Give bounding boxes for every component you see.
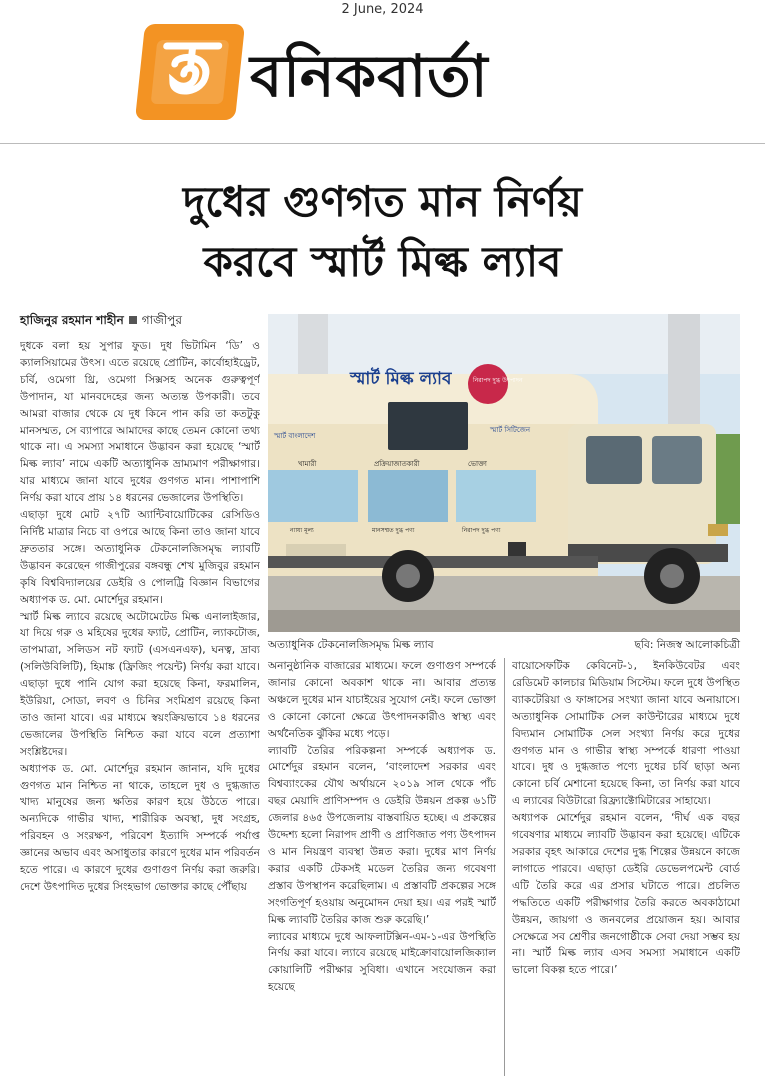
publication-date: 2 June, 2024	[341, 2, 424, 17]
headline-line-2: করবে স্মার্ট মিল্ক ল্যাব	[203, 237, 562, 286]
van-badge: নিরাপদ দুগ্ধ উৎপাদন	[473, 377, 523, 384]
paragraph: ল্যাবের মাধ্যমে দুধে আফলাটক্সিন-এম-১-এর উপস্থিতি নির্ণয় করা যাবে। ল্যাবে রয়েছে মাইক্রোবায়োলজিক্যাল কোয়ালিটি পরীক্ষার সুবিধা। এখানে সংযোজন করা হয়েছে	[268, 930, 496, 994]
newspaper-masthead	[140, 20, 630, 120]
paragraph: অনানুষ্ঠানিক বাজারের মাধ্যমে। ফলে গুণাগুণ সম্পর্কে জানার কোনো অবকাশ থাকে না। আবার প্রত্যন্ত অঞ্চলে দুধের মান যাচাইয়ের সুযোগ নেই। ফলে ভোক্তা ও কোনো কোনো ক্ষেত্রে উৎপাদনকারীও স্বাস্থ্য এবং অর্থনৈতিক ঝুঁকির মধ্যে পড়ে।	[268, 660, 496, 740]
paragraph: অধ্যাপক মোর্শেদুর রহমান বলেন, ‘দীর্ঘ এক বছর গবেষণার মাধ্যমে ল্যাবটি উদ্ভাবন করা হয়েছে। এটিকে সরকার বৃহৎ আকারে দেশের দুগ্ধ শিল্পের উন্নয়নে কাজে লাগাতে পারবে। এছাড়া ডেইরি ডেভেলপমেন্ট বোর্ড এটি তৈরি করে এর প্রসার ঘটাতে পারে। প্রচলিত পদ্ধতিতে একটি পরীক্ষাগার তৈরি করতে অবকাঠামো উন্নয়ন, জায়গা ও জনবলের প্রয়োজন হয়। আবার সেক্ষেত্রে সব শ্রেণীর জনগোষ্ঠীকে সেবা দেয়া সম্ভব হয় না। স্মার্ট মিল্ক ল্যাব এসব সমস্যা সমাধানে একটি ভালো বিকল্প হতে পারে।’	[512, 812, 740, 977]
paragraph: ল্যাবটি তৈরির পরিকল্পনা সম্পর্কে অধ্যাপক ড. মোর্শেদুর রহমান বলেন, ‘বাংলাদেশ সরকার এবং বিশ্বব্যাংকের যৌথ অর্থায়নে ২০১৯ সাল থেকে পাঁচ বছর মেয়াদি প্রাণিসম্পদ ও ডেইরি উন্নয়ন প্রকল্প ৬১টি জেলার ৪৬৫ উপজেলায় বাস্তবায়িত হচ্ছে। এ প্রকল্পের উদ্দেশ্য হলো নিরাপদ প্রাণী ও প্রাণিজাত পণ্য উৎপাদন ও মান নিয়ন্ত্রণ ব্যবস্থা উন্নত করা। দুধের মাণ নির্ণয় করার একটি টেকসই মডেল তৈরির জন্য গবেষণা প্রস্তাব উপস্থাপন করেছিলাম। এ প্রস্তাবটি প্রকল্পের সঙ্গে সংগতিপূর্ণ হওয়ায় অনুমোদন দেয়া হয়। এর পরই স্মার্ট মিল্ক ল্যাবটি তৈরির কাজ শুরু করেছি।’	[268, 744, 496, 926]
newspaper-logo-icon	[135, 24, 245, 120]
van-panel-caption: ন্যায্য মূল্য	[290, 527, 314, 534]
article-column-3	[512, 658, 740, 1078]
article-headline	[20, 172, 745, 292]
van-panel-label: খামারী	[298, 460, 317, 468]
paragraph: অধ্যাপক ড. মো. মোর্শেদুর রহমান জানান, যদি দুধের গুণগত মান নিশ্চিত না থাকে, তাহলে দুধ ও দুগ্ধজাত খাদ্য মানুষের জন্য ক্ষতির কারণ হয়ে উঠতে পারে। অন্যদিকে গাভীর খাদ্য, শারীরিক অবস্থা, দুধ সংগ্রহ, পরিবহন ও সংরক্ষণ, পরিবেশ ইত্যাদি সম্পর্কে পর্যাপ্ত জ্ঞানের অভাব এবং অসাধুতার কারণে দুধের মান পরিবর্তন হতে পারে। এ কারণে দুধের গুণাগুণ নির্ণয় করা জরুরি। দেশে উৎপাদিত দুধের সিংহভাগ ভোক্তার কাছে পৌঁছায়	[20, 762, 260, 893]
van-panel-caption: মানসম্মত দুগ্ধ পণ্য	[372, 527, 415, 534]
van-panel-label: ভোক্তা	[468, 460, 487, 468]
headline-line-1: দুধের গুণগত মান নির্ণয়	[183, 177, 582, 226]
news-clipping	[0, 143, 765, 1081]
article-column-2	[268, 658, 496, 1078]
van-right-logo: স্মার্ট সিটিজেন	[490, 426, 531, 434]
byline-author: হাজিনুর রহমান শাহীন	[20, 313, 124, 327]
newspaper-name: বনিকবার্তা	[250, 42, 489, 110]
van-title: স্মার্ট মিল্ক ল্যাব	[350, 369, 452, 389]
byline	[20, 312, 182, 332]
paragraph: দুধকে বলা হয় সুপার ফুড। দুধ ভিটামিন ‘ডি’ ও ক্যালসিয়ামের উৎস। এতে রয়েছে প্রোটিন, কার্বোহাইড্রেট, চর্বি, ওমেগা থ্রি, ওমেগা সিক্সসহ অনেক গুরুত্বপূর্ণ উপাদান, যা মানবদেহের জন্য অত্যন্ত উপকারী। তবে আমরা বাজার থেকে যে দুধ কিনে পান করি তা কতটুকু মানসম্মত, সে ব্যাপারে আমাদের কাছে তেমন কোনো তথ্য থাকে না। এ সমস্যা সমাধানে উদ্ভাবন করা হয়েছে ‘স্মার্ট মিল্ক ল্যাব’ নামে একটি অত্যাধুনিক ভ্রাম্যমাণ পরীক্ষাগার। যার মাধ্যমে জানা যাবে দুধের গুণগত মান। পাশাপাশি নির্ণয় করা যাবে প্রায় ১৪ ধরনের ভেজালের উপস্থিতি।	[20, 340, 260, 505]
byline-location: গাজীপুর	[141, 313, 183, 327]
byline-separator	[129, 316, 137, 324]
article-column-1	[20, 338, 260, 1078]
milk-lab-van-illustration	[268, 314, 740, 632]
article-photo	[268, 314, 740, 632]
paragraph: এছাড়া দুধে মোট ২৭টি অ্যান্টিবায়োটিকের রেসিডিও নির্দিষ্ট মাত্রার নিচে বা ওপরে আছে কিনা তাও জানা যাবে দ্রুততার সঙ্গে। অত্যাধুনিক টেকনোলজিসমৃদ্ধ ল্যাবটি উদ্ভাবন করেছেন গাজীপুরের বঙ্গবন্ধু শেখ মুজিবুর রহমান কৃষি বিশ্ববিদ্যালয়ের ডেইরি ও পোলট্রি বিজ্ঞান বিভাগের অধ্যাপক ড. মো. মোর্শেদুর রহমান।	[20, 509, 260, 606]
paragraph: স্মার্ট মিল্ক ল্যাবে রয়েছে অটোমেটেড মিল্ক এনালাইজার, যা দিয়ে গরু ও মহিষের দুধের ফ্যাট, প্রোটিন, ল্যাকটোজ, তাপমাত্রা, সলিডস নট ফ্যাট (এসএনএফ), ঘনত্ব, দ্রাব্য (সলিউবিলিটি), হিমাঙ্ক (ফ্রিজিং পয়েন্ট) নির্ণয় করা যাবে। এছাড়া দুধে পানি যোগ করা হয়েছে কিনা, ফরমালিন, ইউরিয়া, সোডা, লবণ ও চিনির সংমিশ্রণ রয়েছে কিনা তাও জানা যাবে। এর মাধ্যমে স্বয়ংক্রিয়ভাবে ১৪ ধরনের ভেজালের উপস্থিতি নিশ্চিত করা যাবে বলে প্রত্যাশা সংশ্লিষ্টদের।	[20, 610, 260, 758]
paragraph: বায়োসেফটিক কেবিনেট-১, ইনকিউবেটর এবং রেডিমেট কালচার মিডিয়াম সিস্টেম। ফলে দুধে উপস্থিত ব্যাকটেরিয়া ও ফাঙ্গাসের সংখ্যা জানা যাবে অনায়াসে। অত্যাধুনিক সোমাটিক সেল কাউন্টারের মাধ্যমে দুধে বিদ্যমান সোমাটিক সেল সংখ্যা নির্ণয় করে দুধের গুণগত মান ও গাভীর স্বাস্থ্য সম্পর্কে ধারণা পাওয়া যাবে। দুধ ও দুগ্ধজাত পণ্যে দুধের চর্বি ছাড়া অন্য কোনো চর্বি মেশানো হয়েছে কিনা, তা নির্ণয় করা যাবে এ ল্যাবের বিউটারো রিফ্র্যাক্টোমিটারের সাহায্যে।	[512, 660, 740, 808]
column-divider	[504, 658, 505, 1076]
van-panel-caption: নিরাপদ দুগ্ধ পণ্য	[462, 527, 501, 534]
caption-text: অত্যাধুনিক টেকনোলজিসমৃদ্ধ মিল্ক ল্যাব	[268, 639, 434, 651]
van-panel-label: প্রক্রিয়াজাতকারী	[374, 460, 420, 468]
photo-credit: ছবি: নিজস্ব আলোকচিত্রী	[634, 639, 740, 651]
van-left-logo: স্মার্ট বাংলাদেশ	[274, 432, 316, 440]
